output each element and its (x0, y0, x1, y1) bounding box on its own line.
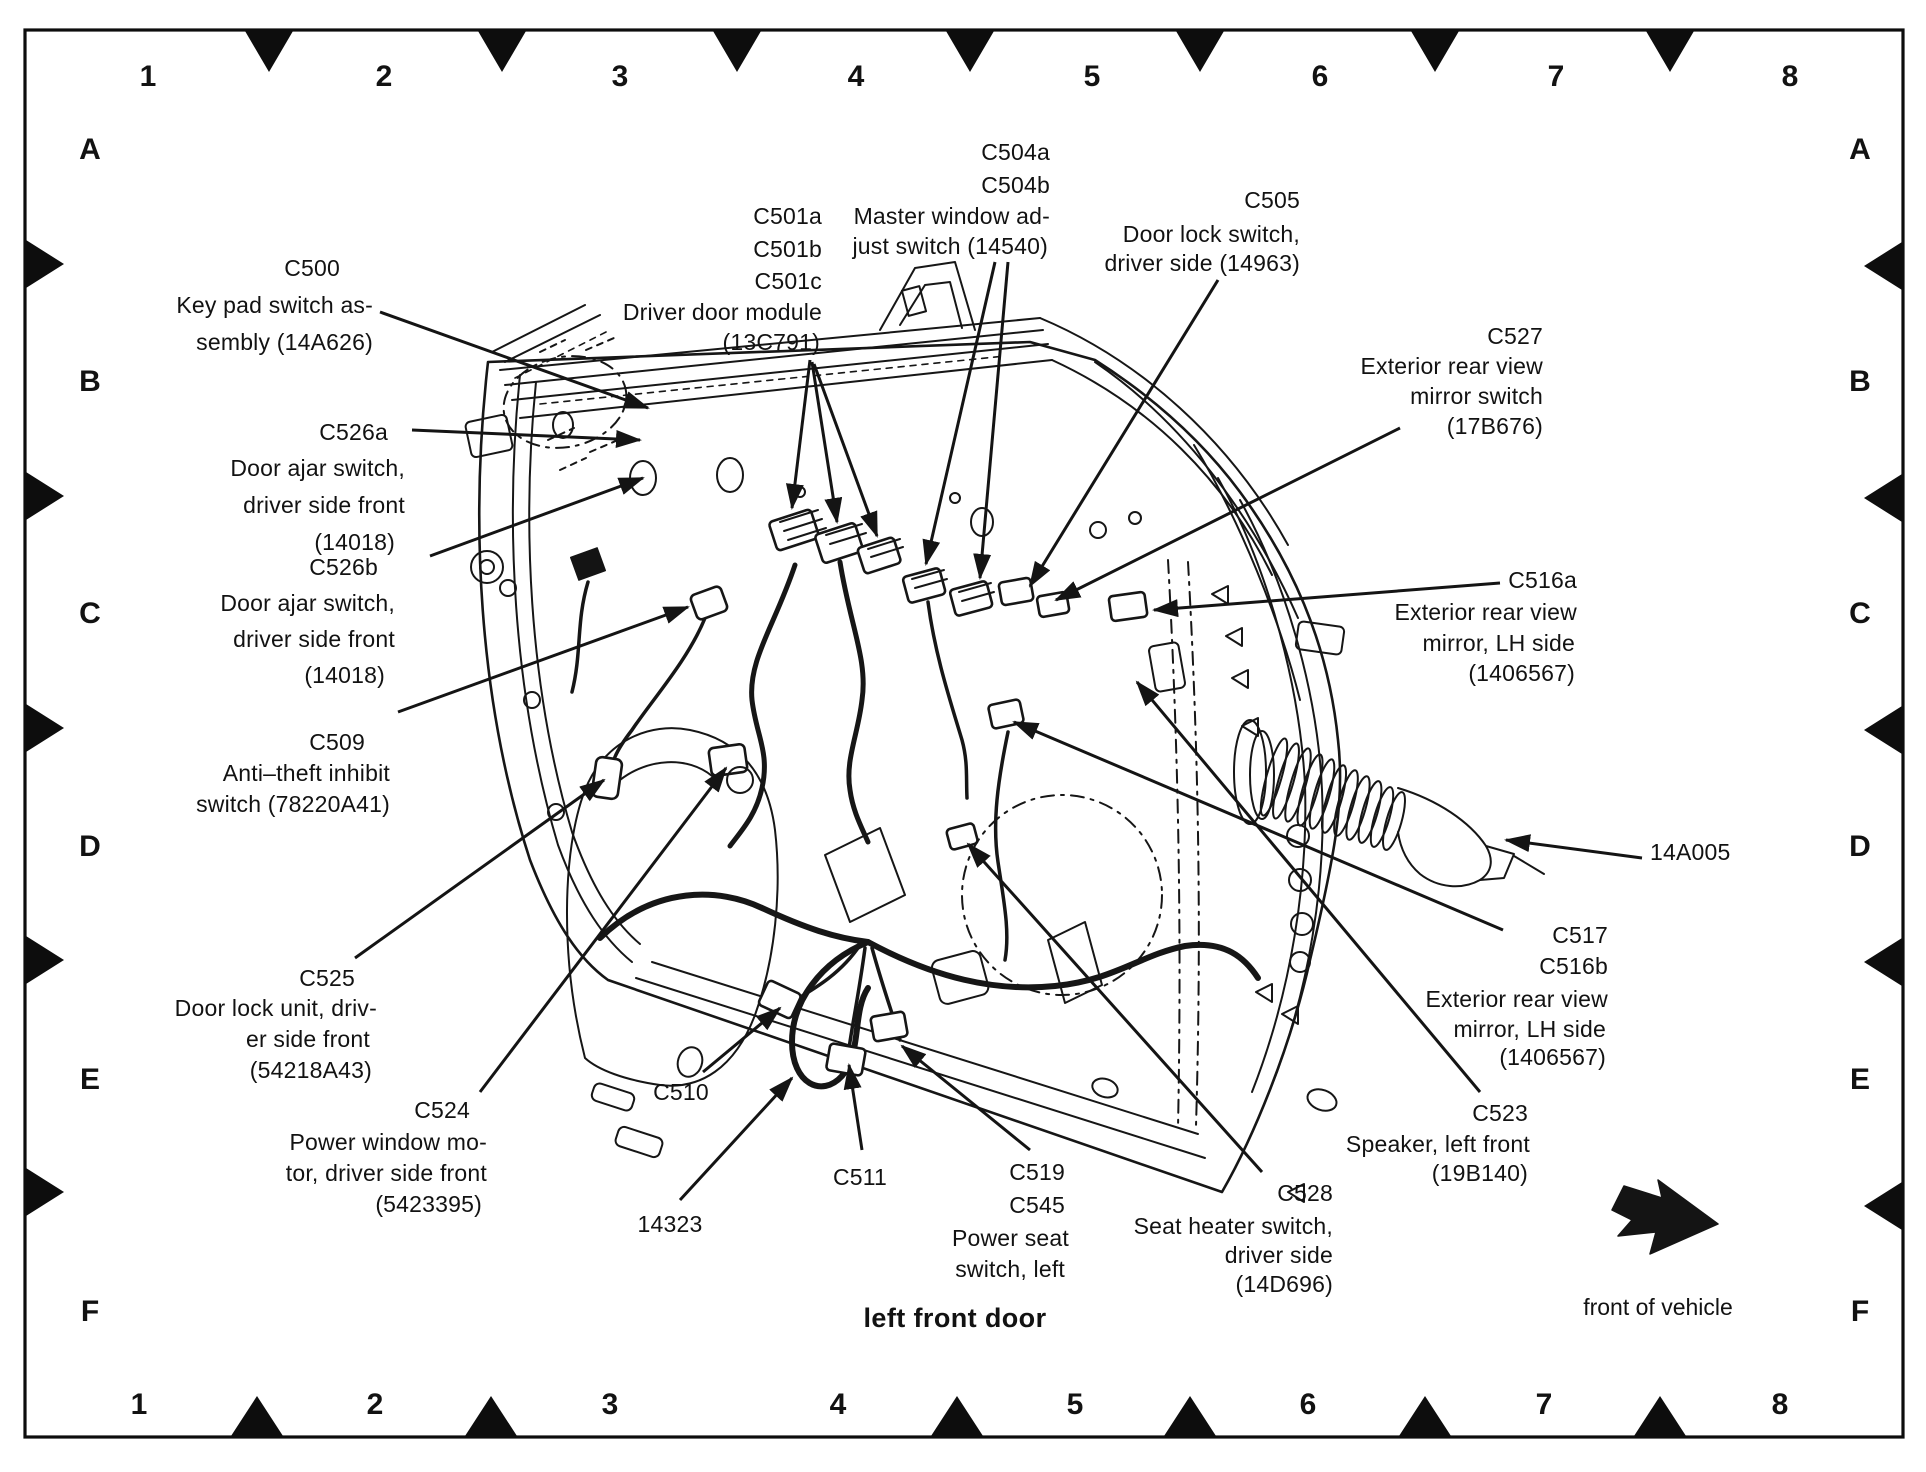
svg-text:(1406567): (1406567) (1468, 660, 1575, 686)
svg-text:Power window mo-: Power window mo- (289, 1129, 487, 1155)
svg-text:switch, left: switch, left (955, 1256, 1065, 1282)
svg-text:C511: C511 (832, 1164, 888, 1190)
svg-text:C528: C528 (1277, 1180, 1333, 1206)
grid-col-label: 3 (601, 1388, 619, 1421)
svg-text:C527: C527 (1487, 323, 1543, 349)
svg-text:C501c: C501c (754, 268, 822, 294)
svg-text:C501b: C501b (753, 236, 822, 262)
callout-C519-C545 (952, 1159, 1069, 1282)
svg-text:C516b: C516b (1539, 953, 1608, 979)
grid-row-label: A (79, 133, 101, 166)
leader-C526b (430, 478, 643, 556)
connector-C509 (690, 585, 729, 620)
grid-row-label: A (1849, 133, 1871, 166)
leader-C528 (968, 844, 1262, 1172)
svg-text:mirror switch: mirror switch (1410, 383, 1543, 409)
grid-row-label: F (1850, 1295, 1870, 1328)
svg-text:Exterior rear view: Exterior rear view (1394, 599, 1577, 625)
connector-C511 (826, 1043, 866, 1076)
grid-col-label: 1 (130, 1388, 148, 1421)
leader-C501b (812, 362, 837, 522)
grid-row-labels-left (79, 133, 101, 1328)
svg-text:Door ajar switch,: Door ajar switch, (220, 590, 395, 616)
grid-row-label: B (1849, 365, 1871, 398)
svg-text:er side front: er side front (245, 1026, 370, 1052)
svg-text:(14D696): (14D696) (1235, 1271, 1333, 1297)
leader-C527 (1056, 428, 1400, 600)
svg-text:C526a: C526a (319, 419, 388, 445)
grid-col-label: 8 (1771, 1388, 1789, 1421)
svg-text:(13C791): (13C791) (722, 329, 820, 355)
svg-text:mirror, LH side: mirror, LH side (1453, 1016, 1606, 1042)
svg-text:C517: C517 (1552, 922, 1608, 948)
grid-row-label: F (80, 1295, 100, 1328)
svg-text:driver side: driver side (1224, 1242, 1333, 1268)
grid-col-label: 2 (375, 60, 393, 93)
svg-text:just switch (14540): just switch (14540) (852, 233, 1048, 259)
svg-text:tor, driver side front: tor, driver side front (285, 1160, 487, 1186)
grid-row-label: D (79, 830, 101, 863)
grid-row-label: E (79, 1063, 101, 1096)
callout-C525 (175, 965, 377, 1083)
callout-C524 (286, 1097, 488, 1217)
callout-C505 (1104, 187, 1300, 276)
connector-C519-C545 (870, 1011, 908, 1042)
svg-text:(54218A43): (54218A43) (249, 1057, 372, 1083)
grid-col-label: 7 (1547, 60, 1565, 93)
svg-text:C505: C505 (1244, 187, 1300, 213)
svg-text:Door ajar switch,: Door ajar switch, (230, 455, 405, 481)
svg-text:driver side front: driver side front (243, 492, 405, 518)
grid-row-label: E (1849, 1063, 1871, 1096)
front-of-vehicle-arrow-icon (1612, 1180, 1718, 1254)
svg-text:(19B140): (19B140) (1431, 1160, 1528, 1186)
svg-text:C524: C524 (414, 1097, 470, 1123)
svg-text:Door lock unit, driv-: Door lock unit, driv- (174, 995, 377, 1021)
svg-text:(17B676): (17B676) (1446, 413, 1543, 439)
callout-C523 (1346, 1100, 1530, 1186)
door-artwork (465, 262, 1718, 1254)
grid-row-label: D (1849, 830, 1871, 863)
svg-text:driver side (14963): driver side (14963) (1104, 250, 1300, 276)
svg-text:Seat heater switch,: Seat heater switch, (1133, 1213, 1333, 1239)
svg-text:Exterior rear view: Exterior rear view (1360, 353, 1543, 379)
svg-text:Door lock switch,: Door lock switch, (1122, 221, 1300, 247)
door-lock-unit (591, 756, 622, 799)
svg-text:Speaker, left front: Speaker, left front (1345, 1131, 1530, 1157)
callout-C509 (196, 729, 390, 817)
seat-heater-connector (946, 823, 978, 851)
grid-col-label: 2 (366, 1388, 384, 1421)
leader-C523 (1137, 682, 1480, 1092)
grid-col-label: 4 (847, 60, 865, 93)
svg-text:Anti–theft inhibit: Anti–theft inhibit (222, 760, 390, 786)
mirror-wiring-boot (1234, 720, 1544, 886)
svg-text:Exterior rear view: Exterior rear view (1425, 986, 1608, 1012)
svg-text:C523: C523 (1472, 1100, 1528, 1126)
callout-labels (175, 139, 1731, 1297)
grid-row-label: B (79, 365, 101, 398)
diagram-caption: left front door (863, 1303, 1047, 1333)
svg-text:driver side front: driver side front (233, 626, 395, 652)
callout-C504 (851, 139, 1050, 259)
svg-text:14A005: 14A005 (1650, 839, 1731, 865)
connector-C505 (998, 577, 1034, 605)
grid-col-label: 4 (829, 1388, 847, 1421)
leader-C501a (792, 360, 810, 508)
svg-text:(1406567): (1406567) (1499, 1044, 1606, 1070)
window-motor (708, 744, 753, 793)
grid-row-label: C (79, 597, 101, 630)
grid-row-label: C (1849, 597, 1871, 630)
svg-text:C500: C500 (284, 255, 340, 281)
grid-col-label: 5 (1066, 1388, 1084, 1421)
connector-C501c (857, 537, 903, 574)
svg-text:C526b: C526b (309, 554, 378, 580)
svg-text:C519: C519 (1009, 1159, 1065, 1185)
grid-col-label: 6 (1311, 60, 1329, 93)
callout-14323 (638, 1211, 703, 1237)
connector-C504b (949, 581, 994, 617)
grid-col-label: 8 (1781, 60, 1799, 93)
grid-col-label: 3 (611, 60, 629, 93)
svg-text:Power seat: Power seat (951, 1225, 1069, 1251)
connector-C504a (902, 568, 947, 604)
leader-C511 (849, 1065, 862, 1150)
svg-text:C516a: C516a (1508, 567, 1577, 593)
callout-C527 (1360, 323, 1543, 439)
svg-text:14323: 14323 (637, 1211, 703, 1237)
svg-text:Key pad switch as-: Key pad switch as- (176, 292, 373, 318)
svg-text:switch (78220A41): switch (78220A41) (196, 791, 390, 817)
svg-text:C510: C510 (653, 1079, 709, 1105)
callout-C500 (176, 255, 373, 355)
svg-text:(14018): (14018) (304, 662, 385, 688)
callout-C511 (833, 1164, 887, 1190)
callout-14A005 (1650, 839, 1731, 865)
svg-text:C509: C509 (309, 729, 365, 755)
svg-text:sembly (14A626): sembly (14A626) (196, 329, 373, 355)
svg-text:mirror, LH side: mirror, LH side (1422, 630, 1575, 656)
callout-C517-C516b (1425, 922, 1608, 1070)
grid-col-label: 1 (139, 60, 157, 93)
callout-C510 (653, 1079, 709, 1105)
svg-text:Driver door module: Driver door module (622, 299, 822, 325)
leader-C501c (814, 364, 877, 536)
callout-C526b (220, 554, 395, 688)
svg-text:C545: C545 (1009, 1192, 1065, 1218)
grid-col-label: 5 (1083, 60, 1101, 93)
grid-col-label: 6 (1299, 1388, 1317, 1421)
callout-C526a (230, 419, 405, 555)
svg-text:(14018): (14018) (314, 529, 395, 555)
svg-text:C504b: C504b (981, 172, 1050, 198)
connector-C516a (1109, 592, 1148, 622)
svg-text:C504a: C504a (981, 139, 1050, 165)
leader-C517 (1014, 722, 1503, 930)
leader-14A005 (1506, 840, 1642, 858)
svg-text:Master window ad-: Master window ad- (853, 203, 1050, 229)
callout-C528 (1134, 1180, 1333, 1297)
grid-col-label: 7 (1535, 1388, 1553, 1421)
svg-text:C525: C525 (299, 965, 355, 991)
callout-C501 (623, 203, 822, 355)
svg-text:C501a: C501a (753, 203, 822, 229)
svg-text:(5423395): (5423395) (375, 1191, 482, 1217)
front-of-vehicle-label: front of vehicle (1583, 1294, 1733, 1320)
